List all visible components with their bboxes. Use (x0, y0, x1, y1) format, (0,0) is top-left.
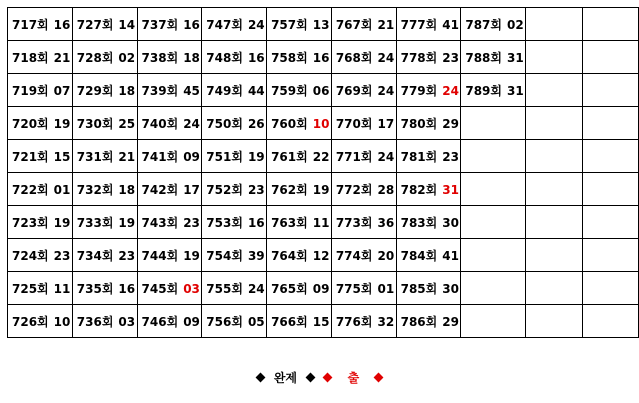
table-cell (461, 107, 526, 140)
round-label: 764회 (271, 248, 308, 263)
round-label: 773회 (335, 215, 373, 230)
table-cell (461, 272, 526, 305)
table-row (8, 8, 639, 41)
table-cell (526, 173, 582, 206)
legend-label-complete: 완제 (273, 371, 298, 385)
legend (0, 369, 639, 386)
round-label: 748회 (206, 50, 243, 65)
table-row (8, 74, 639, 107)
count-value: 24 (247, 281, 265, 296)
count-value: 16 (118, 281, 136, 296)
black-diamond-icon (306, 373, 316, 383)
table-cell (72, 140, 137, 173)
count-value: 44 (247, 83, 265, 98)
round-label: 760회 (271, 116, 308, 131)
table-cell (331, 173, 396, 206)
count-value: 29 (442, 116, 459, 131)
round-label: 725회 (12, 281, 49, 296)
table-cell (137, 305, 202, 338)
table-cell (202, 206, 267, 239)
table-cell (582, 74, 638, 107)
count-value: 24 (377, 50, 395, 65)
table-row (8, 107, 639, 140)
count-value: 24 (183, 116, 200, 131)
count-value: 01 (53, 182, 71, 197)
red-diamond-icon (374, 373, 384, 383)
table-row (8, 305, 639, 338)
table-cell (396, 41, 461, 74)
count-value: 29 (442, 314, 459, 329)
count-value: 23 (53, 248, 71, 263)
table-cell (331, 8, 396, 41)
count-value: 20 (377, 248, 395, 263)
round-label: 738회 (141, 50, 179, 65)
table-cell (582, 8, 638, 41)
count-value: 10 (312, 116, 330, 131)
round-label: 733회 (76, 215, 114, 230)
count-value: 23 (118, 248, 136, 263)
count-value: 11 (312, 215, 330, 230)
round-label: 740회 (141, 116, 179, 131)
table-cell (8, 239, 73, 272)
round-label: 782회 (400, 182, 438, 197)
table-cell (331, 74, 396, 107)
table-cell (137, 41, 202, 74)
round-label: 784회 (400, 248, 438, 263)
count-value: 23 (183, 215, 200, 230)
count-value: 23 (442, 149, 459, 164)
table-cell (267, 305, 332, 338)
table-cell (8, 74, 73, 107)
table-cell (8, 305, 73, 338)
round-label: 768회 (335, 50, 373, 65)
round-label: 745회 (141, 281, 179, 296)
red-diamond-icon (323, 373, 333, 383)
count-value: 45 (183, 83, 200, 98)
count-value: 23 (247, 182, 265, 197)
round-label: 742회 (141, 182, 179, 197)
table-row (8, 272, 639, 305)
black-diamond-icon (255, 373, 265, 383)
round-label: 734회 (76, 248, 114, 263)
legend-label-out: 출 (347, 371, 360, 385)
count-value: 28 (377, 182, 395, 197)
table-cell (202, 272, 267, 305)
round-label: 732회 (76, 182, 114, 197)
table-cell (461, 206, 526, 239)
table-cell (202, 173, 267, 206)
table-cell (526, 305, 582, 338)
count-value: 02 (118, 50, 136, 65)
table-row (8, 206, 639, 239)
round-label: 761회 (271, 149, 308, 164)
round-label: 755회 (206, 281, 243, 296)
count-value: 19 (247, 149, 265, 164)
table-cell (202, 140, 267, 173)
table-cell (72, 107, 137, 140)
count-value: 18 (118, 83, 136, 98)
round-label: 737회 (141, 17, 179, 32)
round-label: 720회 (12, 116, 49, 131)
round-label: 756회 (206, 314, 243, 329)
count-value: 09 (183, 149, 200, 164)
round-label: 789회 (465, 83, 503, 98)
table-cell (267, 8, 332, 41)
table-cell (526, 74, 582, 107)
count-value: 01 (377, 281, 395, 296)
round-label: 717회 (12, 17, 49, 32)
count-value: 31 (507, 50, 524, 65)
table-cell (72, 173, 137, 206)
round-label: 788회 (465, 50, 503, 65)
round-label: 743회 (141, 215, 179, 230)
table-cell (137, 8, 202, 41)
count-value: 18 (183, 50, 200, 65)
table-cell (396, 305, 461, 338)
table-cell (526, 239, 582, 272)
table-cell (202, 305, 267, 338)
table-cell (267, 272, 332, 305)
table-cell (202, 107, 267, 140)
table-cell (137, 272, 202, 305)
count-value: 16 (183, 17, 200, 32)
table-cell (267, 107, 332, 140)
table-cell (582, 239, 638, 272)
round-label: 722회 (12, 182, 49, 197)
count-value: 02 (507, 17, 524, 32)
count-value: 21 (377, 17, 395, 32)
table-cell (72, 272, 137, 305)
table-cell (267, 140, 332, 173)
count-value: 03 (118, 314, 136, 329)
round-label: 777회 (400, 17, 438, 32)
count-value: 19 (53, 215, 71, 230)
count-value: 11 (53, 281, 71, 296)
table-cell (72, 239, 137, 272)
table-cell (202, 41, 267, 74)
count-value: 16 (53, 17, 71, 32)
round-label: 750회 (206, 116, 243, 131)
table-cell (582, 41, 638, 74)
round-label: 769회 (335, 83, 373, 98)
round-label: 778회 (400, 50, 438, 65)
table-cell (137, 107, 202, 140)
table-cell (331, 107, 396, 140)
round-label: 735회 (76, 281, 114, 296)
count-value: 36 (377, 215, 395, 230)
table-cell (461, 41, 526, 74)
count-value: 05 (247, 314, 265, 329)
table-cell (396, 107, 461, 140)
round-label: 729회 (76, 83, 114, 98)
table-cell (72, 206, 137, 239)
table-cell (72, 41, 137, 74)
table-cell (526, 41, 582, 74)
table-cell (267, 173, 332, 206)
round-label: 753회 (206, 215, 243, 230)
round-label: 744회 (141, 248, 179, 263)
count-value: 06 (312, 83, 330, 98)
table-row (8, 41, 639, 74)
table-cell (8, 41, 73, 74)
count-value: 07 (53, 83, 71, 98)
table-cell (461, 173, 526, 206)
count-value: 31 (442, 182, 459, 197)
table-cell (72, 8, 137, 41)
table-cell (526, 272, 582, 305)
count-value: 19 (118, 215, 136, 230)
round-label: 780회 (400, 116, 438, 131)
round-label: 730회 (76, 116, 114, 131)
round-label: 785회 (400, 281, 438, 296)
count-value: 30 (442, 281, 459, 296)
table-cell (461, 239, 526, 272)
table-cell (137, 173, 202, 206)
table-cell (396, 140, 461, 173)
round-label: 774회 (335, 248, 373, 263)
table-cell (202, 8, 267, 41)
table-cell (8, 272, 73, 305)
count-value: 15 (312, 314, 330, 329)
count-value: 03 (183, 281, 200, 296)
table-cell (8, 8, 73, 41)
table-cell (582, 305, 638, 338)
round-label: 727회 (76, 17, 114, 32)
round-label: 741회 (141, 149, 179, 164)
table-cell (267, 74, 332, 107)
table-cell (582, 206, 638, 239)
round-label: 723회 (12, 215, 49, 230)
round-label: 775회 (335, 281, 373, 296)
table-cell (331, 305, 396, 338)
round-label: 726회 (12, 314, 49, 329)
round-label: 728회 (76, 50, 114, 65)
round-label: 751회 (206, 149, 243, 164)
table-cell (8, 107, 73, 140)
round-label: 765회 (271, 281, 308, 296)
round-label: 731회 (76, 149, 114, 164)
table-cell (8, 173, 73, 206)
round-label: 752회 (206, 182, 243, 197)
round-label: 779회 (400, 83, 438, 98)
round-label: 786회 (400, 314, 438, 329)
table-cell (267, 239, 332, 272)
table-cell (137, 206, 202, 239)
table-cell (396, 206, 461, 239)
table-cell (202, 239, 267, 272)
count-value: 14 (118, 17, 136, 32)
count-value: 41 (442, 17, 459, 32)
count-value: 17 (377, 116, 395, 131)
round-label: 724회 (12, 248, 49, 263)
table-cell (267, 41, 332, 74)
round-label: 767회 (335, 17, 373, 32)
round-label: 771회 (335, 149, 373, 164)
table-row (8, 140, 639, 173)
table-cell (461, 74, 526, 107)
round-label: 781회 (400, 149, 438, 164)
count-value: 21 (53, 50, 71, 65)
round-label: 787회 (465, 17, 503, 32)
table-cell (72, 305, 137, 338)
round-label: 763회 (271, 215, 308, 230)
count-value: 23 (442, 50, 459, 65)
table-cell (461, 140, 526, 173)
table-cell (582, 107, 638, 140)
table-cell (8, 206, 73, 239)
table-cell (461, 8, 526, 41)
count-value: 10 (53, 314, 71, 329)
count-value: 16 (247, 215, 265, 230)
count-value: 15 (53, 149, 71, 164)
round-label: 757회 (271, 17, 308, 32)
count-value: 39 (247, 248, 265, 263)
count-value: 25 (118, 116, 136, 131)
table-cell (396, 272, 461, 305)
count-value: 21 (118, 149, 136, 164)
round-label: 754회 (206, 248, 243, 263)
round-label: 759회 (271, 83, 308, 98)
round-label: 749회 (206, 83, 243, 98)
table-cell (331, 239, 396, 272)
table-cell (331, 272, 396, 305)
round-label: 721회 (12, 149, 49, 164)
round-label: 736회 (76, 314, 114, 329)
table-cell (137, 239, 202, 272)
count-value: 24 (247, 17, 265, 32)
count-value: 30 (442, 215, 459, 230)
table-cell (137, 140, 202, 173)
count-value: 17 (183, 182, 200, 197)
round-label: 758회 (271, 50, 308, 65)
count-value: 16 (247, 50, 265, 65)
count-value: 09 (183, 314, 200, 329)
table-cell (461, 305, 526, 338)
table-row (8, 239, 639, 272)
table-cell (267, 206, 332, 239)
table-cell (396, 173, 461, 206)
round-label: 776회 (335, 314, 373, 329)
count-value: 26 (247, 116, 265, 131)
round-label: 739회 (141, 83, 179, 98)
round-label: 783회 (400, 215, 438, 230)
round-label: 770회 (335, 116, 373, 131)
count-value: 16 (312, 50, 330, 65)
round-label: 766회 (271, 314, 308, 329)
count-value: 31 (507, 83, 524, 98)
count-value: 24 (442, 83, 459, 98)
table-cell (331, 140, 396, 173)
count-value: 18 (118, 182, 136, 197)
table-cell (526, 206, 582, 239)
table-cell (396, 239, 461, 272)
table-cell (331, 206, 396, 239)
table-cell (526, 107, 582, 140)
round-label: 762회 (271, 182, 308, 197)
table-cell (526, 140, 582, 173)
round-label: 747회 (206, 17, 243, 32)
table-cell (582, 173, 638, 206)
table-cell (8, 140, 73, 173)
count-value: 19 (53, 116, 71, 131)
table-cell (72, 74, 137, 107)
count-value: 41 (442, 248, 459, 263)
table-row (8, 173, 639, 206)
count-value: 19 (183, 248, 200, 263)
round-label: 718회 (12, 50, 49, 65)
count-value: 22 (312, 149, 330, 164)
table-cell (331, 41, 396, 74)
count-value: 32 (377, 314, 395, 329)
count-value: 19 (312, 182, 330, 197)
count-value: 24 (377, 149, 395, 164)
table-cell (137, 74, 202, 107)
table-cell (582, 140, 638, 173)
count-value: 12 (312, 248, 330, 263)
table-cell (526, 8, 582, 41)
count-value: 24 (377, 83, 395, 98)
round-label: 746회 (141, 314, 179, 329)
count-value: 13 (312, 17, 330, 32)
table-cell (582, 272, 638, 305)
round-label: 719회 (12, 83, 49, 98)
table-cell (202, 74, 267, 107)
table-cell (396, 8, 461, 41)
count-value: 09 (312, 281, 330, 296)
table-cell (396, 74, 461, 107)
results-table (7, 7, 639, 338)
round-label: 772회 (335, 182, 373, 197)
